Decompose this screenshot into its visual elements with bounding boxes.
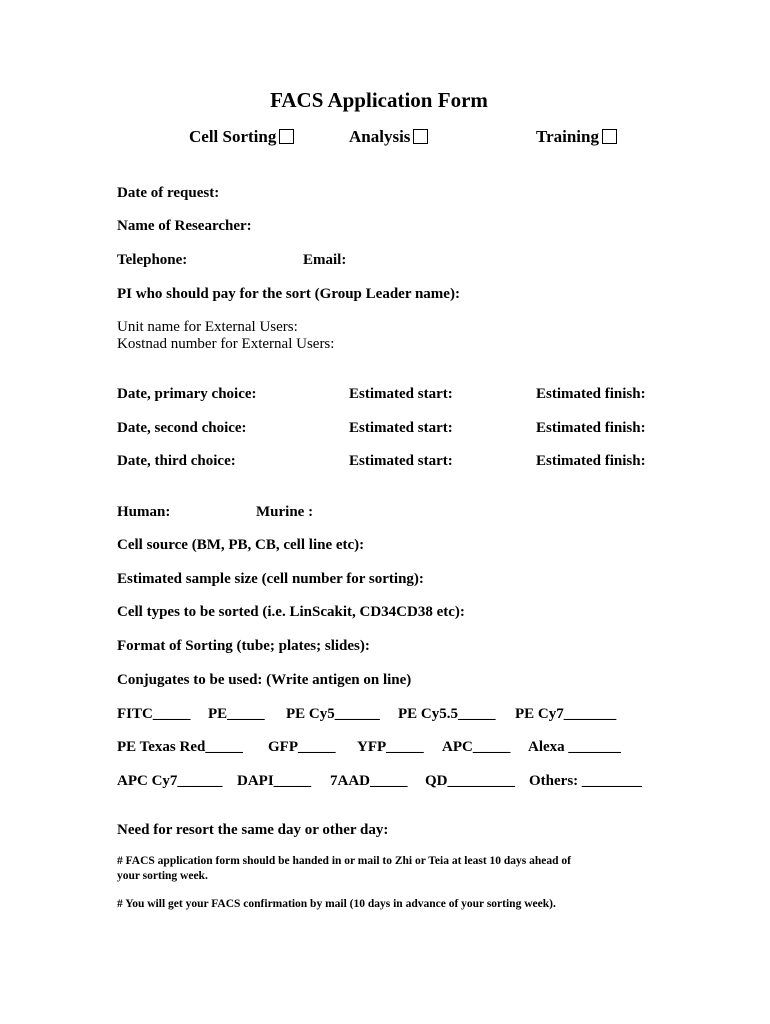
pi-label: PI who should pay for the sort (Group Leader name): [117, 286, 460, 302]
conjugate-pe-cy7: PE Cy7_______ [515, 706, 617, 722]
conjugate-7aad: 7AAD_____ [330, 773, 408, 789]
note-confirmation: # You will get your FACS confirmation by mail (10 days in advance of your sorting week). [117, 898, 556, 910]
note-handover-line2: your sorting week. [117, 870, 208, 882]
note-handover-line1: # FACS application form should be handed in or mail to Zhi or Teia at least 10 days ahead of [117, 855, 571, 867]
option-training [536, 127, 617, 147]
option-label: Cell Sorting [189, 127, 277, 146]
cell-types-label: Cell types to be sorted (i.e. LinScakit, CD34CD38 etc): [117, 604, 465, 620]
estimated-start-label: Estimated start: [349, 420, 453, 436]
conjugate-fitc: FITC_____ [117, 706, 191, 722]
conjugate-pe-texas-red: PE Texas Red_____ [117, 739, 243, 755]
option-cell-sorting [189, 127, 294, 147]
email-label: Email: [303, 252, 347, 268]
name-of-researcher-label: Name of Researcher: [117, 218, 252, 234]
conjugate-qd: QD_________ [425, 773, 515, 789]
estimated-finish-label: Estimated finish: [536, 386, 646, 402]
estimated-finish-label: Estimated finish: [536, 420, 646, 436]
sample-size-label: Estimated sample size (cell number for sorting): [117, 571, 424, 587]
option-analysis [349, 127, 428, 147]
conjugate-gfp: GFP_____ [268, 739, 336, 755]
human-label: Human: [117, 504, 171, 520]
conjugate-pe-cy5-5: PE Cy5.5_____ [398, 706, 496, 722]
date-second-label: Date, second choice: [117, 420, 247, 436]
option-label: Training [536, 127, 599, 146]
estimated-finish-label: Estimated finish: [536, 453, 646, 469]
conjugate-yfp: YFP_____ [357, 739, 424, 755]
training-checkbox[interactable] [602, 129, 617, 144]
estimated-start-label: Estimated start: [349, 453, 453, 469]
format-label: Format of Sorting (tube; plates; slides): [117, 638, 370, 654]
conjugate-pe: PE_____ [208, 706, 265, 722]
option-label: Analysis [349, 127, 411, 146]
telephone-label: Telephone: [117, 252, 188, 268]
estimated-start-label: Estimated start: [349, 386, 453, 402]
conjugate-pe-cy5: PE Cy5______ [286, 706, 380, 722]
conjugate-apc: APC_____ [442, 739, 511, 755]
date-primary-label: Date, primary choice: [117, 386, 257, 402]
cell-sorting-checkbox[interactable] [279, 129, 294, 144]
murine-label: Murine : [256, 504, 314, 520]
date-third-label: Date, third choice: [117, 453, 236, 469]
date-of-request-label: Date of request: [117, 185, 220, 201]
conjugate-apc-cy7: APC Cy7______ [117, 773, 223, 789]
conjugate-others: Others: ________ [529, 773, 642, 789]
conjugate-dapi: DAPI_____ [237, 773, 312, 789]
kostnad-label: Kostnad number for External Users: [117, 336, 335, 352]
cell-source-label: Cell source (BM, PB, CB, cell line etc): [117, 537, 365, 553]
conjugate-alexa: Alexa _______ [528, 739, 621, 755]
analysis-checkbox[interactable] [413, 129, 428, 144]
unit-name-label: Unit name for External Users: [117, 319, 298, 335]
resort-label: Need for resort the same day or other day: [117, 822, 389, 838]
form-title: FACS Application Form [270, 88, 488, 112]
conjugates-label: Conjugates to be used: (Write antigen on line) [117, 672, 412, 688]
